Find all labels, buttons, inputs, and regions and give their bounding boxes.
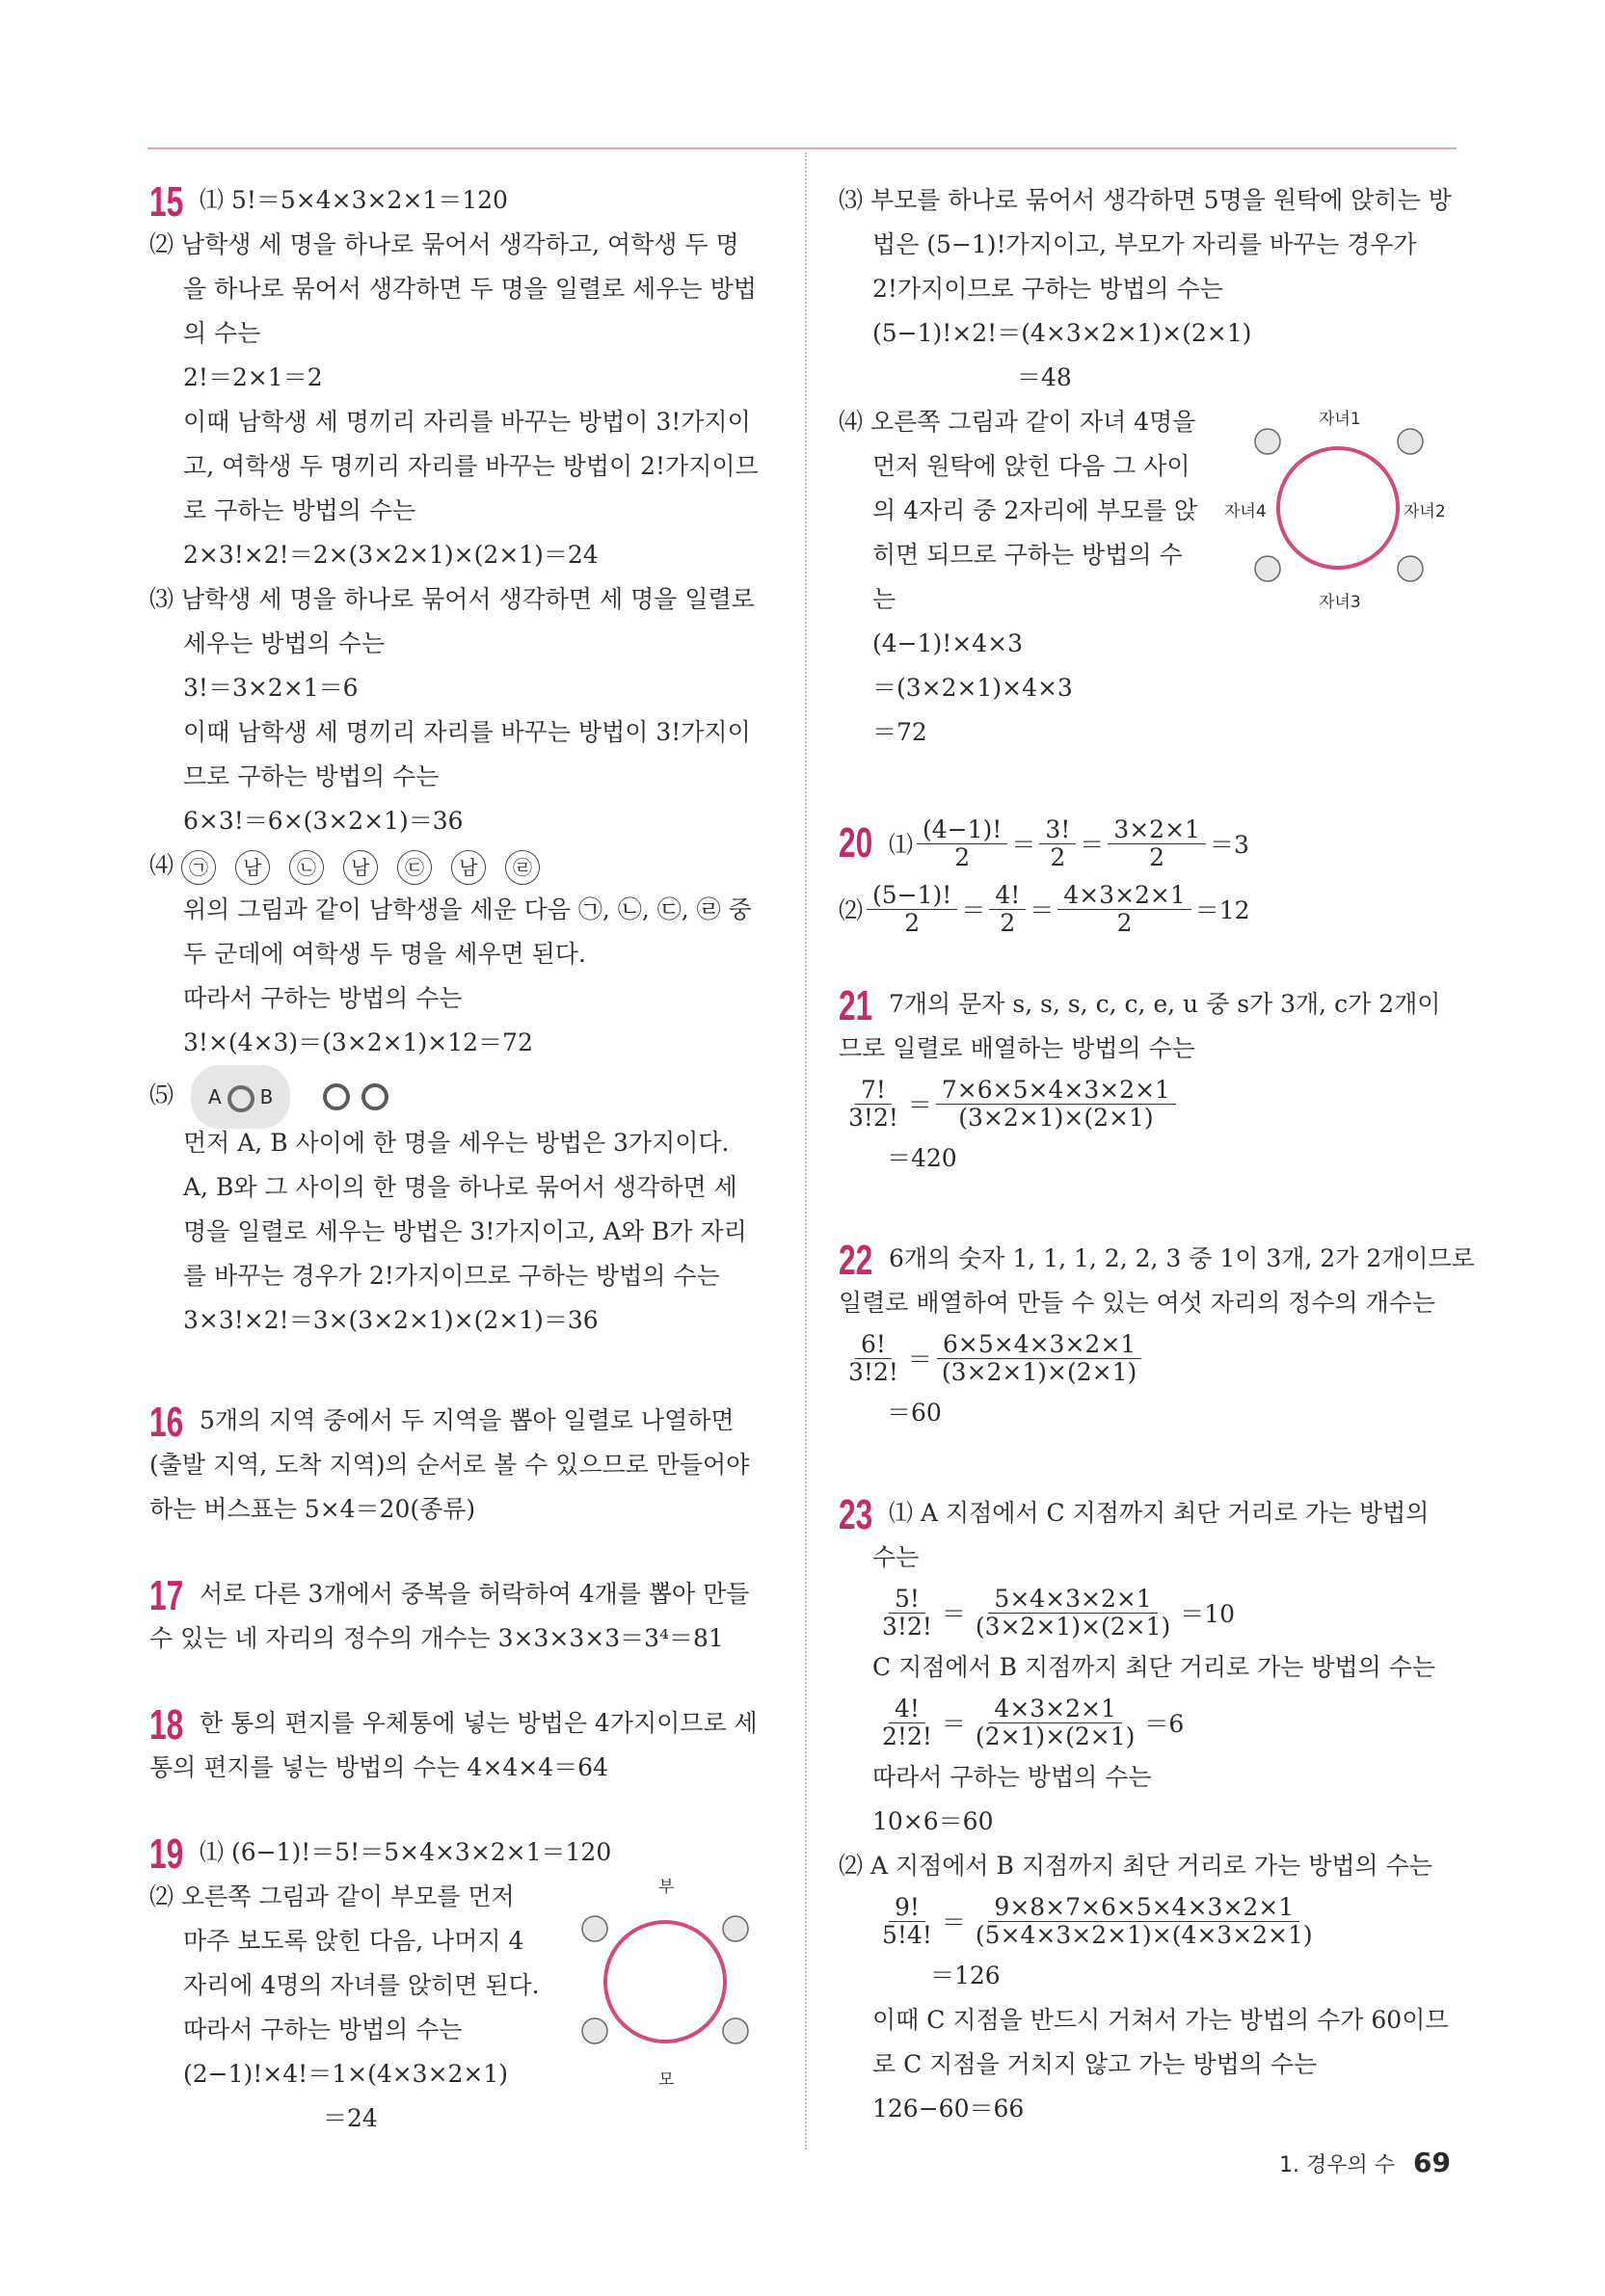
text-line: 일렬로 배열하여 만들 수 있는 여섯 자리의 정수의 개수는 [839,1289,1436,1317]
equals: ＝ [907,1091,932,1119]
slot-circle: ㉠ [181,850,216,885]
text-line: 한 통의 편지를 우체통에 넣는 방법은 4가지이므로 세 [200,1709,758,1737]
fraction [989,882,1026,937]
label-b: B [259,1085,274,1108]
text-line: 자리에 4명의 자녀를 앉히면 된다. [183,1971,540,1999]
text-line: 로 C 지점을 거치지 않고 가는 방법의 수는 [872,2050,1318,2078]
numerator: 5! [889,1586,925,1614]
text-line: 을 하나로 묶어서 생각하면 두 명을 일렬로 세우는 방법 [183,275,757,303]
question-20 [839,811,1460,942]
label-child-1: 자녀1 [1319,410,1361,429]
denominator: 3!2! [882,1612,932,1641]
text-line: 이때 남학생 세 명끼리 자리를 바꾸는 방법이 3!가지이 [183,408,751,436]
numerator: 4! [989,882,1026,910]
text-line: 10×6＝60 [872,1807,994,1835]
page-number: 69 [1413,2147,1451,2178]
label-child-4: 자녀4 [1224,502,1267,521]
question-22 [839,1236,1475,1435]
denominator: 3!2! [848,1357,898,1386]
text-line: ⑴ (6−1)!＝5!＝5×4×3×2×1＝120 [200,1838,612,1866]
text-line: 므로 구하는 방법의 수는 [183,762,440,790]
equals: ＝ [1011,831,1036,859]
text-line: ⑶ 부모를 하나로 묶어서 생각하면 5명을 원탁에 앉히는 방 [839,186,1452,214]
label-parent-top: 부 [658,1878,675,1897]
numerator: 4×3×2×1 [988,1695,1121,1723]
text-line: A, B와 그 사이의 한 명을 하나로 묶어서 생각하면 세 [183,1173,737,1201]
text-line: ⑵ A 지점에서 B 지점까지 최단 거리로 가는 방법의 수는 [839,1852,1432,1880]
person-ring [323,1083,350,1110]
fraction [936,1077,1176,1132]
text-line: 법은 (5−1)!가지이고, 부모가 자리를 바꾸는 경우가 [872,230,1417,258]
label-a: A [207,1085,222,1108]
fraction [1057,882,1190,937]
equals: ＝ [1080,831,1105,859]
slot-circle: ㉢ [397,850,432,885]
denominator: (2×1)×(2×1) [975,1722,1136,1750]
question-16 [149,1399,776,1532]
header-rule [147,147,1457,149]
text-line: 세우는 방법의 수는 [183,629,386,657]
round-table-figure-children [1224,405,1446,612]
text-line: 로 구하는 방법의 수는 [183,496,416,524]
text-line: 6×3!＝6×(3×2×1)＝36 [183,807,464,835]
question-number: 16 [149,1398,184,1446]
numerator: 6! [855,1331,892,1359]
ab-group [191,1065,290,1129]
fraction [876,1586,938,1641]
numerator: 9×8×7×6×5×4×3×2×1 [988,1894,1299,1922]
numerator: 6×5×4×3×2×1 [937,1331,1141,1359]
text-line: ＝(3×2×1)×4×3 [872,674,1073,702]
denominator: 2 [1116,908,1133,937]
numerator: 7×6×5×4×3×2×1 [936,1077,1176,1105]
fraction [876,1695,938,1750]
fraction [970,1695,1140,1750]
result: ＝12 [1194,896,1250,924]
fraction [970,1894,1319,1949]
denominator: 3!2! [848,1103,898,1132]
fraction [917,816,1007,871]
result: ＝60 [887,1399,942,1427]
part-label: ⑵ [839,896,864,924]
result: ＝6 [1144,1710,1185,1738]
denominator: 2 [1000,908,1016,937]
text-line: 위의 그림과 같이 남학생을 세운 다음 ㉠, ㉡, ㉢, ㉣ 중 [183,895,752,923]
fraction [1108,816,1206,871]
denominator: (3×2×1)×(2×1) [941,1357,1137,1386]
text-line: 서로 다른 3개에서 중복을 허락하여 4개를 뽑아 만들 [200,1580,750,1608]
person-ring [227,1085,254,1112]
result: ＝10 [1180,1600,1236,1628]
text-line: ⑵ 남학생 세 명을 하나로 묶어서 생각하고, 여학생 두 명 [149,230,739,258]
numerator: 4! [889,1695,925,1723]
text-line: (2−1)!×4!＝1×(4×3×2×1) [183,2060,509,2088]
fraction [843,1077,904,1132]
fraction [876,1894,938,1949]
numerator: 4×3×2×1 [1057,882,1190,910]
text-line: 마주 보도록 앉힌 다음, 나머지 4 [183,1927,524,1955]
part-label: ⑸ [149,1081,174,1109]
round-table-svg [574,1869,757,2091]
text-line: 하는 버스표는 5×4＝20(종류) [149,1495,476,1523]
column-divider [805,152,807,2149]
text-line: 의 수는 [183,319,261,347]
text-line: 이때 C 지점을 반드시 거쳐서 가는 방법의 수가 60이므 [872,2006,1449,2034]
ab-diagram [149,1065,776,1121]
denominator: (5×4×3×2×1)×(4×3×2×1) [975,1920,1313,1949]
text-line: 2!＝2×1＝2 [183,363,323,391]
left-column [149,178,776,2141]
round-table-figure-parents [574,1869,757,2091]
fraction [970,1586,1176,1641]
fraction [1039,816,1076,871]
question-18 [149,1701,776,1790]
fraction [843,1331,904,1386]
question-number: 21 [839,981,873,1029]
equals: ＝ [941,1909,966,1936]
text-line: 의 4자리 중 2자리에 부모를 앉 [872,496,1198,524]
text-line: 를 바꾸는 경우가 2!가지이므로 구하는 방법의 수는 [183,1262,720,1290]
text-line: ⑶ 남학생 세 명을 하나로 묶어서 생각하면 세 명을 일렬로 [149,585,755,613]
result: ＝126 [930,1962,1001,1989]
slot-circle: ㉡ [289,850,324,885]
question-19 [149,1830,776,2141]
text-line: 6개의 숫자 1, 1, 1, 2, 2, 3 중 1이 3개, 2가 2개이므로 [889,1244,1475,1272]
fraction [867,882,957,937]
result: ＝3 [1209,831,1249,859]
question-number: 22 [839,1236,873,1284]
chapter-title: 1. 경우의 수 [1279,2153,1396,2177]
denominator: 2 [954,842,971,871]
denominator: 2!2! [882,1722,932,1750]
text-line: 히면 되므로 구하는 방법의 수 [872,541,1183,569]
question-number: 15 [149,177,184,226]
numerator: 3! [1039,816,1076,844]
label-child-3: 자녀3 [1319,593,1361,612]
text-line: 따라서 구하는 방법의 수는 [872,1763,1152,1791]
text-line: ⑴ 5!＝5×4×3×2×1＝120 [200,186,508,214]
label-parent-bottom: 모 [658,2070,675,2090]
numerator: 5×4×3×2×1 [988,1586,1157,1614]
text-line: ⑴ A 지점에서 C 지점까지 최단 거리로 가는 방법의 [889,1499,1430,1527]
text-line: 고, 여학생 두 명끼리 자리를 바꾸는 방법이 2!가지이므 [183,452,759,480]
fraction [936,1331,1142,1386]
text-line: 므로 일렬로 배열하는 방법의 수는 [839,1034,1195,1062]
text-line: ＝48 [1017,363,1072,391]
text-line: 는 [872,585,896,613]
result: ＝420 [887,1144,957,1172]
text-line: 3!＝3×2×1＝6 [183,674,359,702]
text-line: 따라서 구하는 방법의 수는 [183,984,463,1012]
denominator: 2 [1149,842,1165,871]
numerator: (5−1)! [867,882,957,910]
text-line: (4−1)!×4×3 [872,629,1024,657]
text-line: 5개의 지역 중에서 두 지역을 뽑아 일렬로 나열하면 [200,1406,735,1434]
text-line: 126−60＝66 [872,2095,1025,2122]
text-line: 3!×(4×3)＝(3×2×1)×12＝72 [183,1028,533,1056]
male-circle: 남 [235,850,270,885]
slot-circle: ㉣ [505,850,540,885]
page-footer [1279,2147,1451,2178]
equals: ＝ [941,1710,966,1738]
text-line: 2×3!×2!＝2×(3×2×1)×(2×1)＝24 [183,541,599,569]
text-line: C 지점에서 B 지점까지 최단 거리로 가는 방법의 수는 [872,1653,1436,1681]
text-line: ⑵ 오른쪽 그림과 같이 부모를 먼저 [149,1882,515,1910]
male-circle: 남 [451,850,486,885]
denominator: 5!4! [882,1920,932,1949]
text-line: ＝24 [323,2104,378,2132]
person-ring [361,1083,388,1110]
part-label: ⑷ [149,851,174,879]
equals: ＝ [961,896,986,924]
text-line: 2!가지이므로 구하는 방법의 수는 [872,275,1223,303]
question-19-continued [839,178,1460,755]
question-15 [149,178,776,1343]
text-line: 두 군데에 여학생 두 명을 세우면 된다. [183,940,586,968]
denominator: (3×2×1)×(2×1) [975,1612,1171,1641]
text-line: 따라서 구하는 방법의 수는 [183,2016,463,2043]
text-line: ⑷ 오른쪽 그림과 같이 자녀 4명을 [839,408,1196,436]
right-column [839,178,1475,2131]
label-child-2: 자녀2 [1404,502,1446,521]
male-circle: 남 [343,850,378,885]
equals: ＝ [907,1346,932,1374]
numerator: (4−1)! [917,816,1007,844]
text-line: 명을 일렬로 세우는 방법은 3!가지이고, A와 B가 자리 [183,1217,747,1245]
denominator: 2 [904,908,921,937]
text-line: (5−1)!×2!＝(4×3×2×1)×(2×1) [872,319,1252,347]
question-23 [839,1491,1460,2131]
question-number: 19 [149,1829,184,1878]
equals: ＝ [941,1600,966,1628]
question-number: 17 [149,1571,184,1619]
denominator: 2 [1050,842,1066,871]
equals: ＝ [1030,896,1055,924]
question-21 [839,982,1460,1181]
arrangement-row [149,843,776,888]
text-line: (출발 지역, 도착 지역)의 순서로 볼 수 있으므로 만들어야 [149,1451,750,1479]
text-line: 통의 편지를 넣는 방법의 수는 4×4×4＝64 [149,1753,608,1781]
text-line: 이때 남학생 세 명끼리 자리를 바꾸는 방법이 3!가지이 [183,718,751,746]
numerator: 9! [889,1894,925,1922]
denominator: (3×2×1)×(2×1) [958,1103,1154,1132]
question-number: 18 [149,1700,184,1749]
question-17 [149,1572,776,1661]
question-number: 23 [839,1490,873,1538]
text-line: 먼저 A, B 사이에 한 명을 세우는 방법은 3가지이다. [183,1129,730,1157]
part-label: ⑴ [889,831,914,859]
text-line: 수 있는 네 자리의 정수의 개수는 3×3×3×3＝3⁴＝81 [149,1624,724,1652]
text-line: 7개의 문자 s, s, s, c, c, e, u 중 s가 3개, c가 2개이 [889,990,1441,1018]
numerator: 7! [855,1077,892,1105]
text-line: 수는 [872,1543,920,1571]
question-number: 20 [839,819,873,867]
text-line: 먼저 원탁에 앉힌 다음 그 사이 [872,452,1190,480]
numerator: 3×2×1 [1108,816,1206,844]
text-line: ＝72 [872,718,927,746]
text-line: 3×3!×2!＝3×(3×2×1)×(2×1)＝36 [183,1306,599,1334]
